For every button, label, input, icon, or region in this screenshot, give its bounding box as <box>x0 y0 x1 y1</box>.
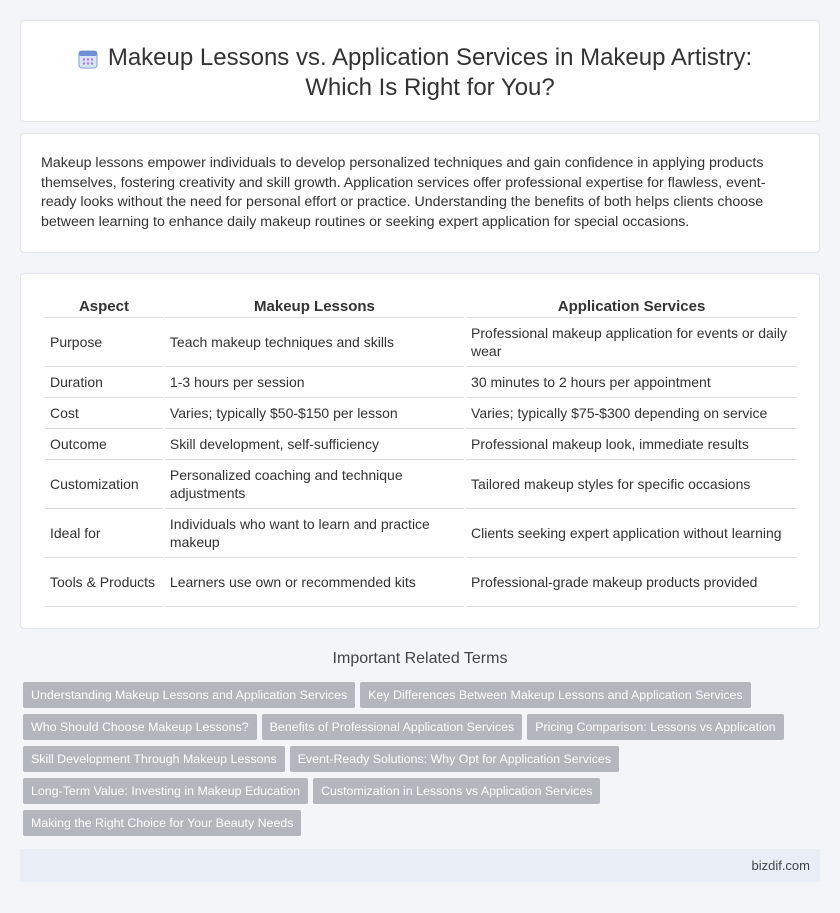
table-cell: Outcome <box>45 429 163 460</box>
header-card <box>20 20 820 122</box>
intro-card <box>20 133 820 253</box>
comparison-card <box>20 273 820 629</box>
table-cell: Personalized coaching and technique adjustments <box>165 460 464 509</box>
table-row <box>45 398 797 429</box>
comparison-table <box>43 294 799 607</box>
table-cell: Purpose <box>45 318 163 367</box>
related-term-tag[interactable]: Long-Term Value: Investing in Makeup Education <box>23 778 308 804</box>
table-cell: Tailored makeup styles for specific occasions <box>466 460 797 509</box>
related-term-tag[interactable]: Who Should Choose Makeup Lessons? <box>23 714 257 740</box>
related-term-tag[interactable]: Event-Ready Solutions: Why Opt for Application Services <box>290 746 619 772</box>
related-term-tag[interactable]: Skill Development Through Makeup Lessons <box>23 746 285 772</box>
table-row <box>45 558 797 607</box>
table-cell: Teach makeup techniques and skills <box>165 318 464 367</box>
table-cell: Cost <box>45 398 163 429</box>
table-cell: Customization <box>45 460 163 509</box>
table-row <box>45 367 797 398</box>
table-row <box>45 429 797 460</box>
table-row <box>45 460 797 509</box>
table-cell: Ideal for <box>45 509 163 558</box>
related-terms-list <box>23 682 803 842</box>
table-cell: Professional-grade makeup products provided <box>466 558 797 607</box>
related-term-tag[interactable]: Pricing Comparison: Lessons vs Application <box>527 714 783 740</box>
table-cell: 30 minutes to 2 hours per appointment <box>466 367 797 398</box>
table-cell: Varies; typically $75-$300 depending on service <box>466 398 797 429</box>
table-cell: 1-3 hours per session <box>165 367 464 398</box>
intro-paragraph: Makeup lessons empower individuals to develop personalized techniques and gain confidence in applying products themselves, fostering creativity and skill growth. Application services offer professional expertise for flawless, event-ready looks without the need for personal effort or practice. Understanding the benefits of both helps clients choose between learning to enhance daily makeup routines or seeking expert application for special occasions. <box>41 155 766 230</box>
table-cell: Professional makeup look, immediate results <box>466 429 797 460</box>
table-cell: Individuals who want to learn and practice makeup <box>165 509 464 558</box>
table-cell: Learners use own or recommended kits <box>165 558 464 607</box>
table-header: Application Services <box>466 294 797 318</box>
table-header: Aspect <box>45 294 163 318</box>
table-cell: Professional makeup application for events or daily wear <box>466 318 797 367</box>
related-term-tag[interactable]: Key Differences Between Makeup Lessons and Application Services <box>360 682 750 708</box>
related-term-tag[interactable]: Customization in Lessons vs Application Services <box>313 778 600 804</box>
table-cell: Duration <box>45 367 163 398</box>
related-terms-title: Important Related Terms <box>332 650 508 667</box>
related-term-tag[interactable]: Benefits of Professional Application Services <box>262 714 523 740</box>
related-term-tag[interactable]: Making the Right Choice for Your Beauty Needs <box>23 810 301 836</box>
footer <box>20 849 820 882</box>
related-term-tag[interactable]: Understanding Makeup Lessons and Application Services <box>23 682 355 708</box>
page-title: Makeup Lessons vs. Application Services in Makeup Artistry: Which Is Right for You? <box>107 44 753 101</box>
footer-site-link[interactable]: bizdif.com <box>751 858 810 873</box>
table-cell: Clients seeking expert application without learning <box>466 509 797 558</box>
table-cell: Varies; typically $50-$150 per lesson <box>165 398 464 429</box>
table-cell: Skill development, self-sufficiency <box>165 429 464 460</box>
table-cell: Tools & Products <box>45 558 163 607</box>
table-header: Makeup Lessons <box>165 294 464 318</box>
table-row <box>45 509 797 558</box>
table-row <box>45 318 797 367</box>
